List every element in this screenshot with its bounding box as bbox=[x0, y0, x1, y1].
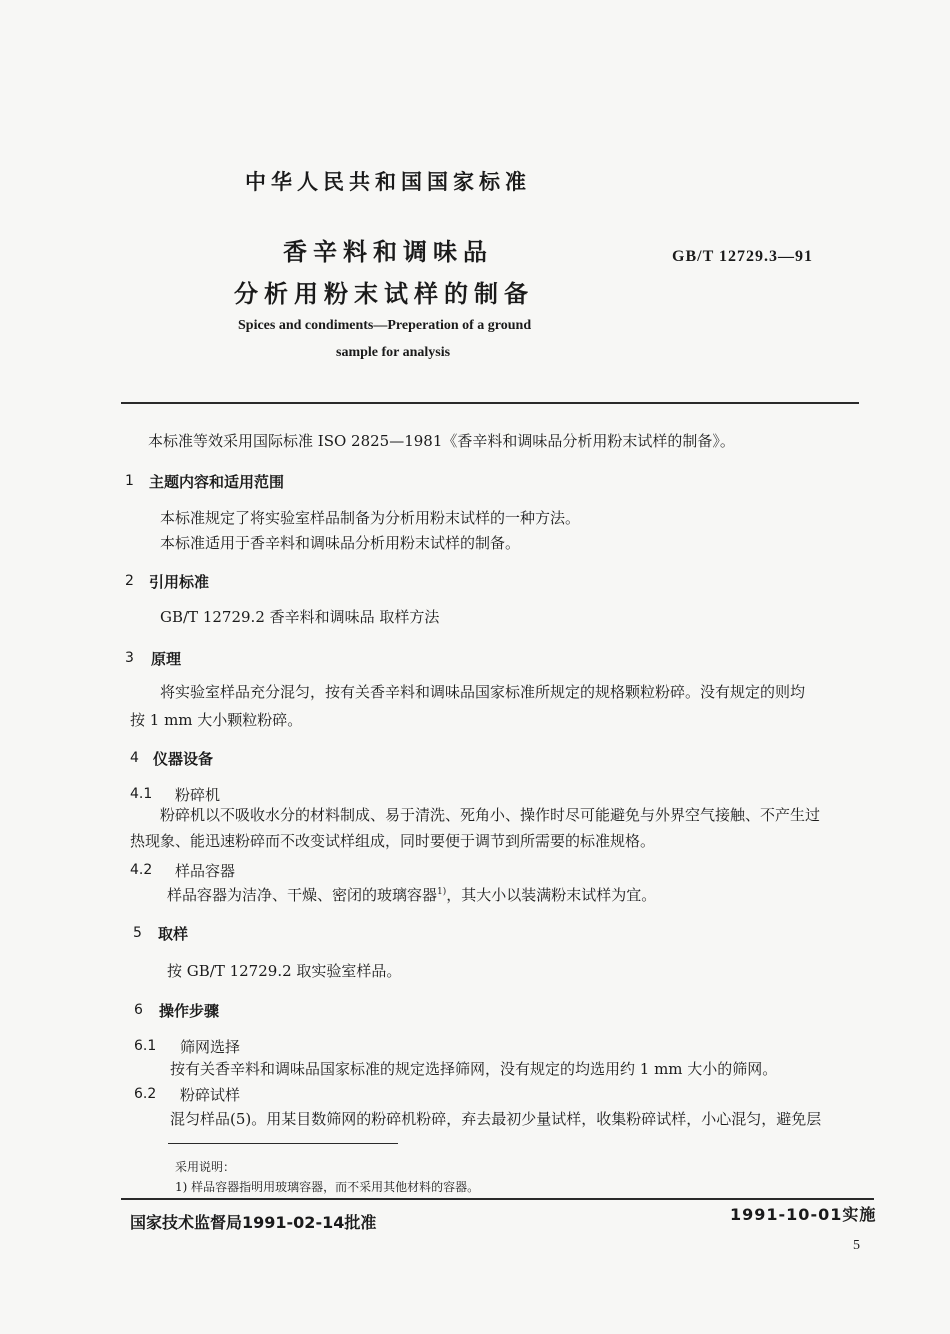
section-3-paragraph-1: 将实验室样品充分混匀，按有关香辛料和调味品国家标准所规定的规格颗粒粉碎。没有规定的则均 bbox=[160, 683, 806, 701]
national-standard-title: 中华人民共和国国家标准 bbox=[245, 170, 531, 194]
document-title-line2: 分析用粉末试样的制备 bbox=[234, 280, 534, 308]
footnote-label: 采用说明： bbox=[175, 1160, 236, 1174]
section-5-number: 5 bbox=[133, 925, 142, 941]
english-title-line1: Spices and condiments—Preperation of a ground bbox=[238, 318, 532, 333]
standard-number: GB/T 12729.3—91 bbox=[672, 248, 813, 265]
section-4-1-paragraph-2: 热现象、能迅速粉碎而不改变试样组成，同时要便于调节到所需要的标准规格。 bbox=[130, 832, 656, 850]
implementation-date: 1991-10-01实施 bbox=[730, 1205, 877, 1224]
section-6-2-heading: 粉碎试样 bbox=[180, 1086, 241, 1104]
footer-divider bbox=[121, 1198, 874, 1200]
section-5-paragraph-1: 按 GB/T 12729.2 取实验室样品。 bbox=[167, 962, 402, 980]
section-4-heading: 仪器设备 bbox=[153, 750, 214, 768]
section-6-1-number: 6.1 bbox=[134, 1038, 157, 1054]
section-4-2-text: 样品容器为洁净、干燥、密闭的玻璃容器 bbox=[167, 886, 438, 904]
section-3-paragraph-2: 按 1 mm 大小颗粒粉碎。 bbox=[130, 711, 303, 729]
section-1-number: 1 bbox=[125, 473, 134, 489]
approval-line: 国家技术监督局1991-02-14批准 bbox=[130, 1213, 377, 1232]
section-4-number: 4 bbox=[130, 750, 139, 766]
section-4-1-paragraph-1: 粉碎机以不吸收水分的材料制成、易于清洗、死角小、操作时尽可能避免与外界空气接触、不产生过 bbox=[160, 806, 821, 824]
section-4-2-text-end: ，其大小以装满粉末试样为宜。 bbox=[446, 886, 657, 904]
section-3-heading: 原理 bbox=[151, 650, 182, 668]
footnote-divider bbox=[168, 1143, 398, 1144]
section-1-heading: 主题内容和适用范围 bbox=[149, 473, 285, 491]
section-4-2-heading: 样品容器 bbox=[175, 862, 236, 880]
page-number: 5 bbox=[853, 1238, 860, 1253]
section-5-heading: 取样 bbox=[158, 925, 189, 943]
intro-paragraph: 本标准等效采用国际标准 ISO 2825—1981《香辛料和调味品分析用粉末试样的制备》。 bbox=[148, 432, 735, 450]
footnote-ref-1: 1) bbox=[437, 887, 447, 897]
section-6-1-paragraph-1: 按有关香辛料和调味品国家标准的规定选择筛网，没有规定的均选用约 1 mm 大小的筛网。 bbox=[170, 1060, 778, 1078]
section-4-1-number: 4.1 bbox=[130, 786, 153, 802]
section-1-paragraph-1: 本标准规定了将实验室样品制备为分析用粉末试样的一种方法。 bbox=[160, 509, 581, 527]
section-6-1-heading: 筛网选择 bbox=[180, 1038, 241, 1056]
section-6-2-number: 6.2 bbox=[134, 1086, 157, 1102]
section-2-heading: 引用标准 bbox=[149, 573, 210, 591]
section-4-2-paragraph-1 bbox=[167, 884, 656, 905]
section-6-2-paragraph-1: 混匀样品(5)。用某目数筛网的粉碎机粉碎，弃去最初少量试样，收集粉碎试样，小心混匀，避免层 bbox=[170, 1110, 822, 1128]
section-1-paragraph-2: 本标准适用于香辛料和调味品分析用粉末试样的制备。 bbox=[160, 534, 521, 552]
footnote-1: 1) 样品容器指明用玻璃容器，而不采用其他材料的容器。 bbox=[175, 1180, 480, 1194]
section-2-number: 2 bbox=[125, 573, 134, 589]
section-6-number: 6 bbox=[134, 1002, 143, 1018]
english-title-line2: sample for analysis bbox=[336, 345, 451, 360]
section-6-heading: 操作步骤 bbox=[159, 1002, 220, 1020]
section-4-1-heading: 粉碎机 bbox=[175, 786, 221, 804]
section-2-paragraph-1: GB/T 12729.2 香辛料和调味品 取样方法 bbox=[160, 608, 440, 626]
section-3-number: 3 bbox=[125, 650, 134, 666]
document-title-line1: 香辛料和调味品 bbox=[283, 238, 493, 266]
header-divider bbox=[121, 402, 859, 404]
section-4-2-number: 4.2 bbox=[130, 862, 153, 878]
